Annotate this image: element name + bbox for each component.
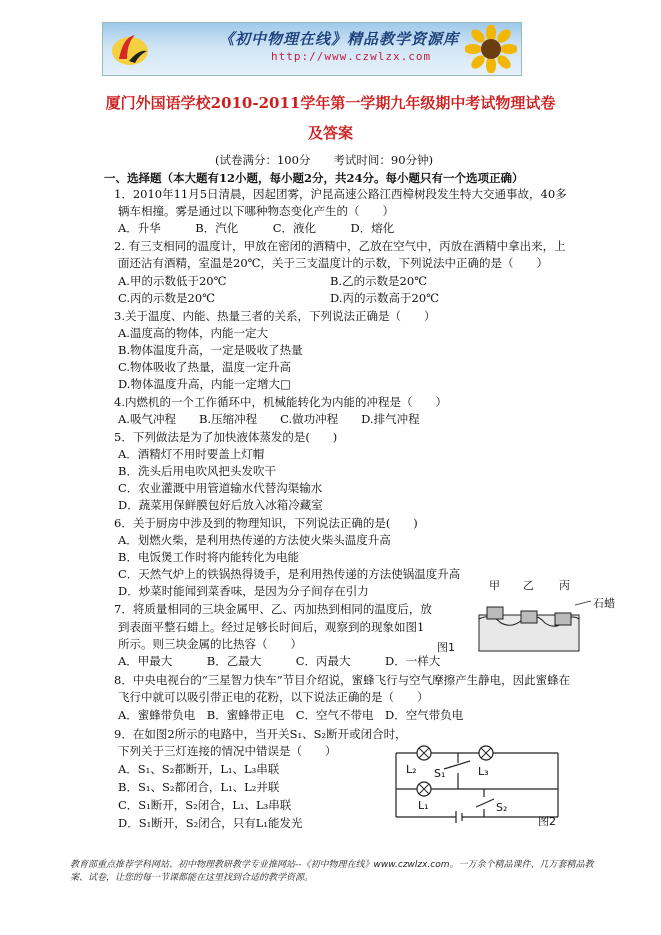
figure-1-label-bing: 丙 bbox=[559, 579, 570, 592]
question-option: B.物体温度升高，一定是吸收了热量 bbox=[118, 343, 303, 357]
question-option: A．划燃火柴，是利用热传递的方法使火柴头温度升高 bbox=[118, 533, 391, 547]
header-banner bbox=[102, 22, 522, 76]
document-title-cont: 及答案 bbox=[307, 124, 353, 142]
question-option: D．炒菜时能闻到菜香味，是因为分子间存在引力 bbox=[118, 584, 369, 598]
question-option: D．S₁断开，S₂闭合，只有L₁能发光 bbox=[118, 816, 303, 830]
question-option: A．酒精灯不用时要盖上灯帽 bbox=[118, 447, 265, 461]
question-text: 1．2010年11月5日清晨，因起团雾，沪昆高速公路江西樟树段发生特大交通事故，40多 bbox=[114, 187, 567, 201]
banner-url[interactable]: http://www.czwlzx.com bbox=[271, 50, 432, 63]
question-option: B．洗头后用电吹风把头发吹干 bbox=[118, 464, 276, 478]
question-options: A．甲最大 B．乙最大 C．丙最大 D．一样大 bbox=[118, 654, 441, 668]
figure-2-label-s1: S₁ bbox=[434, 767, 446, 780]
figure-1-label-wax: 石蜡 bbox=[593, 597, 615, 610]
question-option: C．S₁断开，S₂闭合，L₁、L₃串联 bbox=[118, 798, 292, 812]
figure-2-label-l1: L₁ bbox=[418, 799, 429, 812]
footer-note: 教育部重点推荐学科网站、初中物理教研教学专业推网站--《初中物理在线》www.czwlzx.com。一万余个精品课件、几万套精品教案、试卷，让您的每一节课都能在这里找到合适的教学资源。 bbox=[70, 860, 594, 883]
question-option: C.物体吸收了热量，温度一定升高 bbox=[118, 360, 292, 374]
question-text: 9．在如图2所示的电路中，当开关S₁、S₂断开或闭合时， bbox=[114, 727, 407, 741]
figure-1 bbox=[437, 575, 623, 655]
question-options: A.甲的示数低于20℃ B.乙的示数是20℃ bbox=[118, 274, 428, 288]
question-text: 下列关于三灯连接的情况中错误是（ ） bbox=[118, 744, 337, 758]
figure-2-caption: 图2 bbox=[538, 815, 556, 828]
question-text: 7．将质量相同的三块金属甲、乙、丙加热到相同的温度后，放 bbox=[114, 602, 432, 616]
question-option: A．S₁、S₂都断开，L₁、L₃串联 bbox=[118, 762, 280, 776]
question-text: 6．关于厨房中涉及到的物理知识，下列说法正确的是( ) bbox=[114, 516, 418, 530]
question-text: 面还沾有酒精，室温是20℃，关于三支温度计的示数，下列说法中正确的是（ ） bbox=[118, 256, 548, 270]
question-option: C．天然气炉上的铁锅热得烫手，是利用热传递的方法使锅温度升高 bbox=[118, 567, 461, 581]
figure-2 bbox=[388, 745, 568, 830]
question-text: 2. 有三支相同的温度计，甲放在密闭的酒精中，乙放在空气中，丙放在酒精中拿出来，上 bbox=[114, 239, 566, 253]
figure-1-label-jia: 甲 bbox=[489, 579, 500, 592]
question-text: 3.关于温度、内能、热量三者的关系，下列说法正确是（ ） bbox=[114, 309, 436, 323]
question-text: 4.内燃机的一个工作循环中，机械能转化为内能的冲程是（ ） bbox=[114, 395, 447, 409]
figure-2-label-l2: L₂ bbox=[406, 763, 417, 776]
question-text: 5．下列做法是为了加快液体蒸发的是( ) bbox=[114, 430, 338, 444]
exam-info: (试卷满分：100分 考试时间：90分钟) bbox=[215, 153, 434, 167]
question-text: 到表面平整石蜡上。经过足够长时间后，观察到的现象如图1 bbox=[118, 620, 425, 634]
question-options: A．升华 B．汽化 C．液化 D．熔化 bbox=[118, 221, 395, 235]
question-text: 辆车相撞。雾是通过以下哪种物态变化产生的（ ） bbox=[118, 204, 394, 218]
question-option: B．S₁、S₂都闭合，L₁、L₂并联 bbox=[118, 780, 280, 794]
question-options: C.丙的示数是20℃ D.丙的示数高于20℃ bbox=[118, 291, 440, 305]
figure-1-caption: 图1 bbox=[437, 641, 455, 654]
figure-2-label-l3: L₃ bbox=[478, 765, 489, 778]
question-text: 飞行中就可以吸引带正电的花粉，以下说法正确的是（ ） bbox=[118, 690, 429, 704]
question-options: A.吸气冲程 B.压缩冲程 C.做功冲程 D.排气冲程 bbox=[118, 412, 420, 426]
question-text: 所示。则三块金属的比热容（ ） bbox=[118, 637, 302, 651]
question-option: D．蔬菜用保鲜膜包好后放入冰箱冷藏室 bbox=[118, 498, 323, 512]
logo-icon bbox=[109, 29, 151, 69]
question-option: B．电饭煲工作时将内能转化为电能 bbox=[118, 550, 299, 564]
banner-title: 《初中物理在线》精品教学资源库 bbox=[219, 30, 460, 48]
question-options: A．蜜蜂带负电 B．蜜蜂带正电 C．空气不带电 D．空气带负电 bbox=[118, 708, 464, 722]
figure-2-label-s2: S₂ bbox=[496, 801, 508, 814]
sunflower-icon bbox=[465, 25, 517, 73]
question-text: 8．中央电视台的“三星智力快车”节目介绍说，蜜蜂飞行与空气摩擦产生静电，因此蜜蜂在 bbox=[114, 673, 571, 687]
figure-1-label-yi: 乙 bbox=[523, 579, 534, 592]
section-heading: 一、选择题（本大题有12小题，每小题2分，共24分。每小题只有一个选项正确） bbox=[104, 171, 524, 185]
question-option: C．农业灌溉中用管道输水代替沟渠输水 bbox=[118, 481, 323, 495]
question-option: D.物体温度升高，内能一定增大□ bbox=[118, 377, 291, 391]
question-option: A.温度高的物体，内能一定大 bbox=[118, 326, 268, 340]
document-title: 厦门外国语学校2010-2011学年第一学期九年级期中考试物理试卷 bbox=[105, 94, 556, 112]
